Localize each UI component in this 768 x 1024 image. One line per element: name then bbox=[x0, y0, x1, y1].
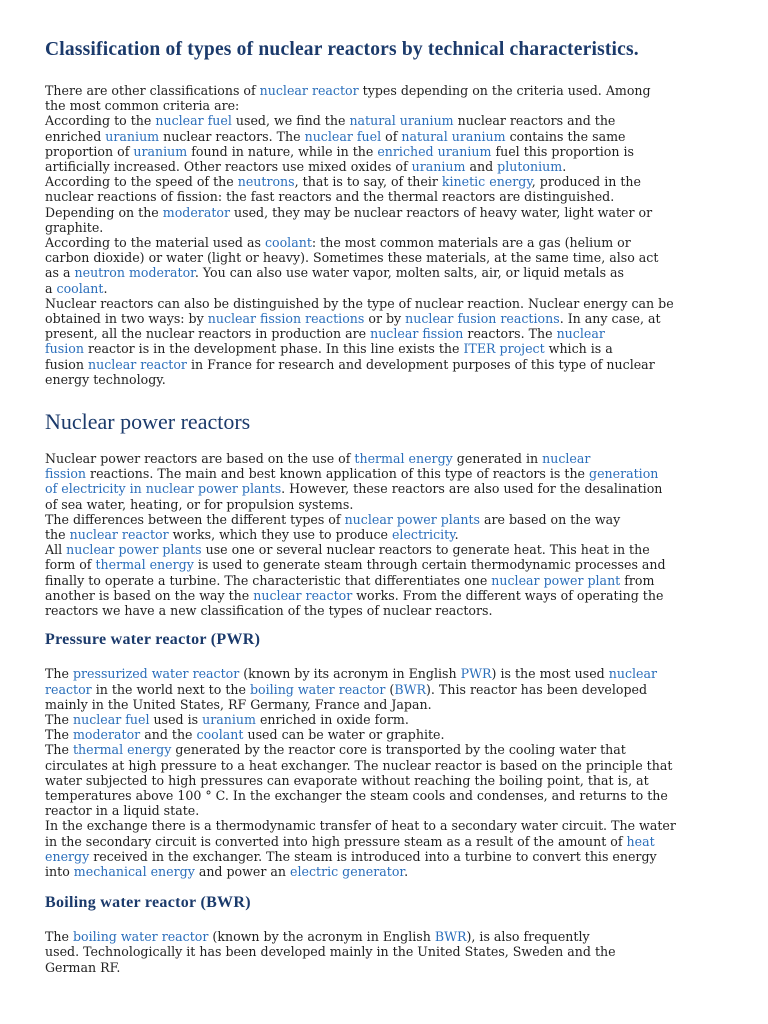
inline-link[interactable]: nuclear fission reactions bbox=[207, 311, 365, 327]
text-run: finally to operate a turbine. The characteristic that differentiates one bbox=[45, 572, 492, 588]
text-line bbox=[45, 235, 735, 250]
section-heading-pwr: Pressure water reactor (PWR) bbox=[45, 631, 261, 649]
text-run: reactor is in the development phase. In this line exists the bbox=[83, 341, 464, 357]
inline-link[interactable]: nuclear reactor bbox=[69, 527, 169, 543]
text-run: Depending on the bbox=[45, 204, 163, 220]
text-run: used. Technologically it has been developed mainly in the United States, Sweden and the bbox=[45, 944, 616, 960]
text-run: used, they may be nuclear reactors of heavy water, light water or bbox=[230, 204, 653, 220]
text-run: of bbox=[381, 128, 402, 144]
text-run: are based on the way bbox=[479, 511, 621, 527]
inline-link[interactable]: heat bbox=[626, 833, 655, 849]
text-run: In the exchange there is a thermodynamic transfer of heat to a secondary water circuit. The water bbox=[45, 818, 676, 834]
inline-link[interactable]: nuclear fuel bbox=[304, 128, 382, 144]
inline-link[interactable]: moderator bbox=[162, 204, 230, 220]
text-line bbox=[45, 603, 735, 618]
text-run: artificially increased. Other reactors use mixed oxides of bbox=[45, 159, 412, 175]
article bbox=[45, 38, 735, 975]
text-line bbox=[45, 512, 735, 527]
text-line bbox=[45, 727, 735, 742]
text-line bbox=[45, 557, 735, 572]
inline-link[interactable]: nuclear bbox=[542, 451, 591, 467]
inline-link[interactable]: uranium bbox=[202, 711, 256, 727]
text-run: The bbox=[45, 711, 73, 727]
text-run: used can be water or graphite. bbox=[243, 727, 445, 743]
inline-link[interactable]: coolant bbox=[56, 280, 104, 296]
text-run: water subjected to high pressures can evaporate without reaching the boiling point, that is, at bbox=[45, 772, 649, 788]
text-run: The differences between the different types of bbox=[45, 511, 345, 527]
text-run: of sea water, heating, or for propulsion systems. bbox=[45, 496, 354, 512]
text-line bbox=[45, 205, 735, 220]
text-run: : the most common materials are a gas (helium or bbox=[311, 235, 631, 251]
text-line bbox=[45, 788, 735, 803]
section4-body bbox=[45, 929, 735, 975]
inline-link[interactable]: uranium bbox=[105, 128, 160, 144]
text-run: in the world next to the bbox=[91, 681, 250, 697]
text-run: temperatures above 100 ° C. In the exchanger the steam cools and condenses, and returns to the bbox=[45, 787, 668, 803]
text-line bbox=[45, 265, 735, 280]
text-run: and power an bbox=[194, 863, 291, 879]
text-run: ). This reactor has been developed bbox=[426, 681, 648, 697]
inline-link[interactable]: natural uranium bbox=[349, 113, 454, 129]
text-run: the most common criteria are: bbox=[45, 98, 240, 114]
section1-body bbox=[45, 83, 735, 387]
section-heading-bwr: Boiling water reactor (BWR) bbox=[45, 894, 251, 912]
text-run: and bbox=[465, 159, 498, 175]
text-run: received in the exchanger. The steam is introduced into a turbine to convert this energy bbox=[89, 848, 657, 864]
text-line bbox=[45, 129, 735, 144]
text-run: works, which they use to produce bbox=[168, 527, 392, 543]
text-line bbox=[45, 326, 735, 341]
text-run: (known by the acronym in English bbox=[208, 929, 435, 945]
inline-link[interactable]: nuclear reactor bbox=[87, 356, 187, 372]
section3-body bbox=[45, 666, 735, 879]
inline-link[interactable]: nuclear fission bbox=[370, 326, 464, 342]
text-run: in France for research and development purposes of this type of nuclear bbox=[186, 356, 655, 372]
text-run: ) is the most used bbox=[491, 666, 609, 682]
text-run: energy technology. bbox=[45, 371, 166, 387]
inline-link[interactable]: electricity bbox=[391, 527, 455, 543]
text-line bbox=[45, 481, 735, 496]
text-run: found in nature, while in the bbox=[187, 143, 378, 159]
text-line bbox=[45, 742, 735, 757]
inline-link[interactable]: nuclear power plants bbox=[344, 511, 480, 527]
text-line bbox=[45, 758, 735, 773]
text-line bbox=[45, 281, 735, 296]
text-run: use one or several nuclear reactors to generate heat. This heat in the bbox=[201, 542, 650, 558]
inline-link[interactable]: fusion bbox=[45, 341, 84, 357]
inline-link[interactable]: nuclear power plant bbox=[491, 572, 621, 588]
text-run: proportion of bbox=[45, 143, 134, 159]
text-line bbox=[45, 159, 735, 174]
text-line bbox=[45, 357, 735, 372]
text-run: in the secondary circuit is converted into high pressure steam as a result of the amount of bbox=[45, 833, 627, 849]
text-line bbox=[45, 682, 735, 697]
inline-link[interactable]: electric generator bbox=[290, 863, 405, 879]
text-run: reactors we have a new classification of the types of nuclear reactors. bbox=[45, 603, 493, 619]
section-heading-nuclear-power-reactors: Nuclear power reactors bbox=[45, 409, 251, 435]
text-run: is used to generate steam through certain thermodynamic processes and bbox=[193, 557, 666, 573]
text-run: nuclear reactors. The bbox=[159, 128, 305, 144]
text-run: According to the material used as bbox=[45, 235, 265, 251]
text-run: circulates at high pressure to a heat exchanger. The nuclear reactor is based on the principle that bbox=[45, 757, 673, 773]
inline-link[interactable]: generation bbox=[589, 466, 659, 482]
text-line bbox=[45, 220, 735, 235]
text-run: The bbox=[45, 929, 73, 945]
inline-link[interactable]: uranium bbox=[411, 159, 466, 175]
text-line bbox=[45, 311, 735, 326]
text-run: graphite. bbox=[45, 219, 104, 235]
text-run: works. From the different ways of operating the bbox=[352, 587, 664, 603]
text-line bbox=[45, 960, 735, 975]
text-run: carbon dioxide) or water (light or heavy). Sometimes these materials, at the same time, also act bbox=[45, 250, 659, 266]
text-line bbox=[45, 451, 735, 466]
text-run: ( bbox=[385, 681, 395, 697]
inline-link[interactable]: uranium bbox=[133, 143, 188, 159]
text-run: The bbox=[45, 666, 73, 682]
text-run: enriched in oxide form. bbox=[255, 711, 409, 727]
text-line bbox=[45, 944, 735, 959]
inline-link[interactable]: thermal energy bbox=[95, 557, 194, 573]
inline-link[interactable]: nuclear fuel bbox=[72, 711, 150, 727]
inline-link[interactable]: energy bbox=[45, 848, 90, 864]
text-line bbox=[45, 864, 735, 879]
text-line bbox=[45, 466, 735, 481]
text-line bbox=[45, 834, 735, 849]
inline-link[interactable]: BWR bbox=[434, 929, 467, 945]
inline-link[interactable]: boiling water reactor bbox=[72, 929, 209, 945]
text-run: from bbox=[620, 572, 655, 588]
inline-link[interactable]: thermal energy bbox=[72, 742, 172, 758]
text-run: According to the speed of the bbox=[45, 174, 238, 190]
text-line bbox=[45, 573, 735, 588]
inline-link[interactable]: reactor bbox=[45, 681, 92, 697]
inline-link[interactable]: BWR bbox=[394, 681, 427, 697]
text-run: The bbox=[45, 727, 73, 743]
text-run: another is based on the way the bbox=[45, 587, 254, 603]
text-run: enriched bbox=[45, 128, 106, 144]
text-run: , produced in the bbox=[531, 174, 641, 190]
text-run: present, all the nuclear reactors in production are bbox=[45, 326, 371, 342]
inline-link[interactable]: PWR bbox=[460, 666, 492, 682]
text-run: German RF. bbox=[45, 959, 121, 975]
inline-link[interactable]: nuclear fusion reactions bbox=[405, 311, 560, 327]
inline-link[interactable]: fission bbox=[45, 466, 87, 482]
inline-link[interactable]: mechanical energy bbox=[73, 863, 195, 879]
inline-link[interactable]: enriched uranium bbox=[377, 143, 492, 159]
text-run: . However, these reactors are also used for the desalination bbox=[281, 481, 663, 497]
text-run: and the bbox=[140, 727, 197, 743]
inline-link[interactable]: coolant bbox=[264, 235, 312, 251]
text-run: which is a bbox=[544, 341, 613, 357]
text-run: (known by its acronym in English bbox=[239, 666, 461, 682]
text-line bbox=[45, 929, 735, 944]
text-run: used is bbox=[149, 711, 203, 727]
text-run: . bbox=[103, 280, 108, 296]
text-run: According to the bbox=[45, 113, 156, 129]
inline-link[interactable]: boiling water reactor bbox=[249, 681, 386, 697]
text-run: nuclear reactions of fission: the fast reactors and the thermal reactors are distinguished. bbox=[45, 189, 615, 205]
text-run: fusion bbox=[45, 356, 88, 372]
text-line bbox=[45, 113, 735, 128]
inline-link[interactable]: plutonium bbox=[497, 159, 563, 175]
text-run: . You can also use water vapor, molten salts, air, or liquid metals as bbox=[194, 265, 625, 281]
text-run: or by bbox=[364, 311, 406, 327]
text-line bbox=[45, 697, 735, 712]
text-run: Nuclear power reactors are based on the use of bbox=[45, 451, 355, 467]
text-run: The bbox=[45, 742, 73, 758]
text-run: ), is also frequently bbox=[466, 929, 590, 945]
text-line bbox=[45, 144, 735, 159]
text-line bbox=[45, 83, 735, 98]
text-run: contains the same bbox=[505, 128, 626, 144]
inline-link[interactable]: ITER project bbox=[463, 341, 545, 357]
text-line bbox=[45, 849, 735, 864]
inline-link[interactable]: moderator bbox=[72, 727, 141, 743]
inline-link[interactable]: pressurized water reactor bbox=[72, 666, 240, 682]
text-run: All bbox=[45, 542, 67, 558]
text-line bbox=[45, 527, 735, 542]
text-run: generated by the reactor core is transported by the cooling water that bbox=[171, 742, 626, 758]
text-run: . bbox=[404, 863, 409, 879]
inline-link[interactable]: of electricity in nuclear power plants bbox=[45, 481, 282, 497]
text-line bbox=[45, 98, 735, 113]
section2-body bbox=[45, 451, 735, 618]
inline-link[interactable]: nuclear reactor bbox=[259, 83, 359, 98]
text-line bbox=[45, 296, 735, 311]
text-line bbox=[45, 372, 735, 387]
inline-link[interactable]: coolant bbox=[196, 727, 244, 743]
inline-link[interactable]: nuclear bbox=[556, 326, 605, 342]
text-line bbox=[45, 250, 735, 265]
text-line bbox=[45, 818, 735, 833]
text-run: fuel this proportion is bbox=[491, 143, 634, 159]
text-line bbox=[45, 803, 735, 818]
text-run: Nuclear reactors can also be distinguished by the type of nuclear reaction. Nuclear energy can be bbox=[45, 295, 674, 311]
text-line bbox=[45, 712, 735, 727]
text-run: There are other classifications of bbox=[45, 83, 260, 98]
inline-link[interactable]: nuclear reactor bbox=[253, 587, 353, 603]
text-run: as a bbox=[45, 265, 75, 281]
text-run: . In any case, at bbox=[559, 311, 661, 327]
text-line bbox=[45, 773, 735, 788]
text-line bbox=[45, 542, 735, 557]
text-line bbox=[45, 189, 735, 204]
text-run: , that is to say, of their bbox=[294, 174, 442, 190]
text-run: mainly in the United States, RF Germany, France and Japan. bbox=[45, 696, 432, 712]
inline-link[interactable]: neutron moderator bbox=[74, 265, 195, 281]
inline-link[interactable]: nuclear fuel bbox=[155, 113, 232, 129]
text-line bbox=[45, 588, 735, 603]
text-run: generated in bbox=[452, 451, 543, 467]
inline-link[interactable]: kinetic energy bbox=[441, 174, 532, 190]
text-run: reactor in a liquid state. bbox=[45, 803, 200, 819]
text-run: the bbox=[45, 527, 70, 543]
text-run: reactions. The main and best known application of this type of reactors is the bbox=[86, 466, 590, 482]
text-line bbox=[45, 666, 735, 681]
text-run: a bbox=[45, 280, 57, 296]
text-run: into bbox=[45, 863, 74, 879]
inline-link[interactable]: nuclear bbox=[608, 666, 658, 682]
text-run: form of bbox=[45, 557, 96, 573]
text-run: types depending on the criteria used. Among bbox=[358, 83, 651, 98]
text-run: reactors. The bbox=[463, 326, 557, 342]
text-run: nuclear reactors and the bbox=[453, 113, 616, 129]
text-run: used, we find the bbox=[231, 113, 350, 129]
inline-link[interactable]: neutrons bbox=[237, 174, 295, 190]
page-title: Classification of types of nuclear reactors by technical characteristics. bbox=[45, 39, 639, 60]
text-run: . bbox=[562, 159, 567, 175]
text-run: obtained in two ways: by bbox=[45, 311, 208, 327]
inline-link[interactable]: nuclear power plants bbox=[66, 542, 202, 558]
inline-link[interactable]: natural uranium bbox=[401, 128, 506, 144]
text-line bbox=[45, 341, 735, 356]
text-run: . bbox=[454, 527, 459, 543]
text-line bbox=[45, 497, 735, 512]
text-line bbox=[45, 174, 735, 189]
inline-link[interactable]: thermal energy bbox=[354, 451, 453, 467]
